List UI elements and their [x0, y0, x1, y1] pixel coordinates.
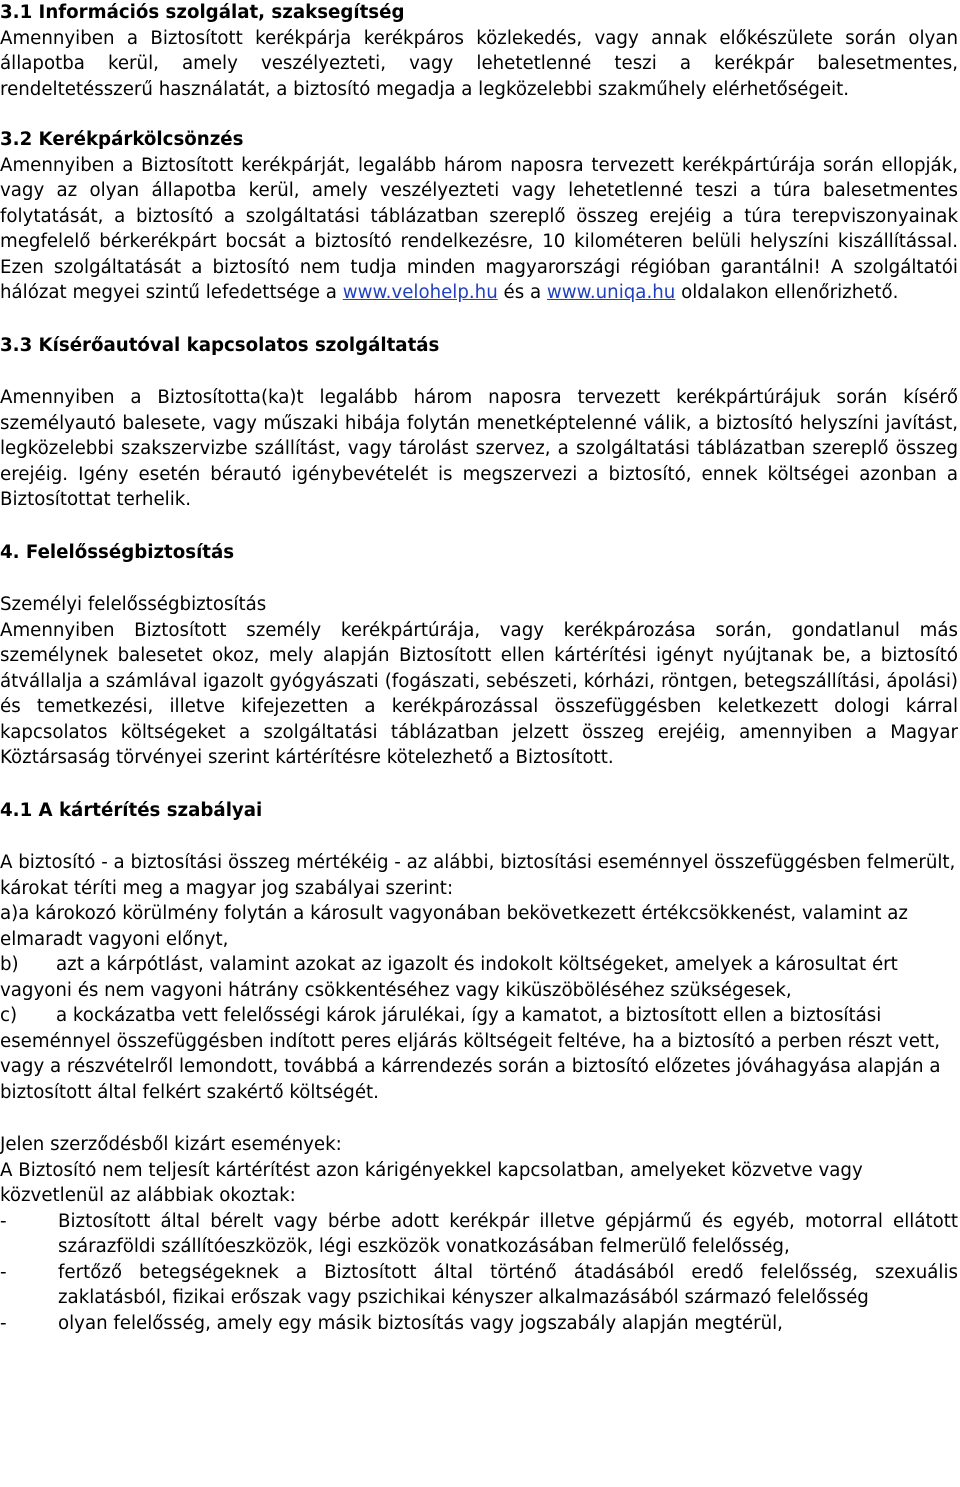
section-text-4: Amennyiben Biztosított személy kerékpártúrája, vagy kerékpározása során, gondatlanul más személynek balesetet okoz, mely alapján Biztosított ellen kártérítési igényt nyújtanak be, a biztosító átvállalja a számlával igazolt gyógyászati (fogászati, sebészeti, kórházi, röntgen, betegszállítási, ápolási) és temetkezési, illetve kifejezetten a kerékpározással összefüggésben keletkezett dologi kárral kapcsolatos költségeket a szolgáltatási táblázatban jelzett összeg erejéig, amennyiben a Magyar Köztársaság törvényei szerint kártérítésre kötelezhető a Biztosított.	[0, 619, 958, 768]
spacer	[0, 513, 958, 540]
exclusion-item-text: Biztosított által bérelt vagy bérbe adott kerékpár illetve gépjármű és egyéb, motorral ellátott szárazföldi szállítóeszközök, légi eszközök vonatkozásában felmerülő felelősség,	[58, 1210, 958, 1257]
section-heading-4-1: 4.1 A kártérítés szabályai	[0, 799, 263, 821]
exclusion-item-text: olyan felelősség, amely egy másik biztosítás vagy jogszabály alapján megtérül,	[58, 1312, 783, 1334]
spacer	[0, 102, 958, 127]
exclusion-item	[0, 1209, 958, 1260]
exclusions-intro: A Biztosító nem teljesít kártérítést azon kárigényekkel kapcsolatban, amelyeket közvetve vagy közvetlenül az alábbiak okoztak:	[0, 1159, 863, 1206]
section-text-3-3: Amennyiben a Biztosította(ka)t legalább három naposra tervezett kerékpártúrájuk során kísérő személyautó balesete, vagy műszaki hibája folytán menetképtelenné válik, a biztosító helyszíni javítást, legközelebbi szakszervizbe szállítást, vagy tárolást szervez, a szolgáltatási táblázatban szereplő összeg erejéig. Igény esetén bérautó igénybevételét is megszervezi a biztosító, ennek költségei azonban a Biztosítottat terhelik.	[0, 387, 958, 510]
section-heading-3-3: 3.3 Kísérőautóval kapcsolatos szolgáltatás	[0, 334, 440, 356]
list-item-text: a károkozó körülmény folytán a károsult vagyonában bekövetkezett értékcsökkenést, valamint az elmaradt vagyoni előnyt,	[0, 903, 908, 950]
list-item-b	[0, 952, 958, 1003]
list-item-c	[0, 1003, 958, 1105]
section-intro-4-1: A biztosító - a biztosítási összeg mértékéig - az alábbi, biztosítási eseménnyel összefüggésben felmerült, károkat téríti meg a magyar jog szabályai szerint:	[0, 852, 956, 899]
section-subheading-4: Személyi felelősségbiztosítás	[0, 594, 267, 615]
section-text-3-2-body: Amennyiben a Biztosított kerékpárját, legalább három naposra tervezett kerékpártúrája során ellopják, vagy az olyan állapotba kerül, amely veszélyezteti vagy lehetetlenné teszi a túra balesetmentes folytatását, a biztosító a szolgáltatási táblázatban szereplő összeg erejéig a túra terepviszonyainak megfelelő bérkerékpárt bocsát a biztosító rendelkezésre, 10 kilométeren belüli helyszíni kiszállítással. Ezen szolgáltatását a biztosító nem tudja minden magyarországi régióban garantálni! A szolgáltatói hálózat megyei szintű lefedettsége a	[0, 154, 958, 303]
exclusions-heading: Jelen szerződésből kizárt események:	[0, 1134, 342, 1155]
list-item-text: azt a kárpótlást, valamint azokat az igazolt és indokolt költségeket, amelyek a károsultat ért vagyoni és nem vagyoni hátrány csökkentéséhez vagy kiküszöböléséhez szükségesek,	[0, 954, 898, 1001]
section-text-3-2-mid: és a	[503, 282, 542, 303]
list-item-text: a kockázatba vett felelősségi károk járulékai, így a kamatot, a biztosított ellen a biztosítási eseménnyel összefüggésben indított peres eljárás költségeit feltéve, ha a biztosító a perben részt vett, vagy a részvételről lemondott, továbbá a kárrendezés során a biztosító előzetes jóváhagyása alapján a biztosított által felkért szakértő költségét.	[0, 1005, 941, 1103]
section-text-3-1: Amennyiben a Biztosított kerékpárja kerékpáros közlekedés, vagy annak előkészülete során olyan állapotba kerül, amely veszélyezteti, vagy lehetetlenné teszi a kerékpár balesetmentes, rendeltetésszerű használatát, a biztosító megadja a legközelebbi szakműhely elérhetőségeit.	[0, 27, 958, 100]
section-text-3-2-tail: oldalakon ellenőrizhető.	[681, 282, 899, 303]
list-item-label: c)	[0, 1005, 18, 1026]
exclusion-item-text: fertőző betegségeknek a Biztosított által történő átadásából eredő felelősség, szexuális zaklatásból, fizikai erőszak vagy pszichikai kényszer alkalmazásából származó felelősség	[58, 1261, 958, 1308]
velohelp-link[interactable]: www.velohelp.hu	[342, 282, 498, 303]
spacer	[0, 358, 958, 385]
section-heading-3-1: 3.1 Információs szolgálat, szaksegítség	[0, 2, 405, 23]
spacer	[0, 306, 958, 333]
spacer	[0, 823, 958, 850]
list-item-label: a)	[0, 903, 19, 924]
spacer	[0, 1105, 958, 1132]
section-text-3-2	[0, 153, 958, 306]
dash-bullet: -	[0, 1261, 7, 1283]
uniqa-link[interactable]: www.uniqa.hu	[546, 282, 676, 303]
exclusion-item	[0, 1260, 958, 1311]
list-item-a	[0, 901, 958, 952]
spacer	[0, 565, 958, 592]
dash-bullet: -	[0, 1312, 7, 1334]
list-item-label: b)	[0, 954, 19, 975]
exclusion-item	[0, 1311, 958, 1337]
section-heading-3-2: 3.2 Kerékpárkölcsönzés	[0, 129, 244, 150]
section-heading-4: 4. Felelősségbiztosítás	[0, 541, 235, 563]
spacer	[0, 771, 958, 798]
dash-bullet: -	[0, 1210, 7, 1232]
